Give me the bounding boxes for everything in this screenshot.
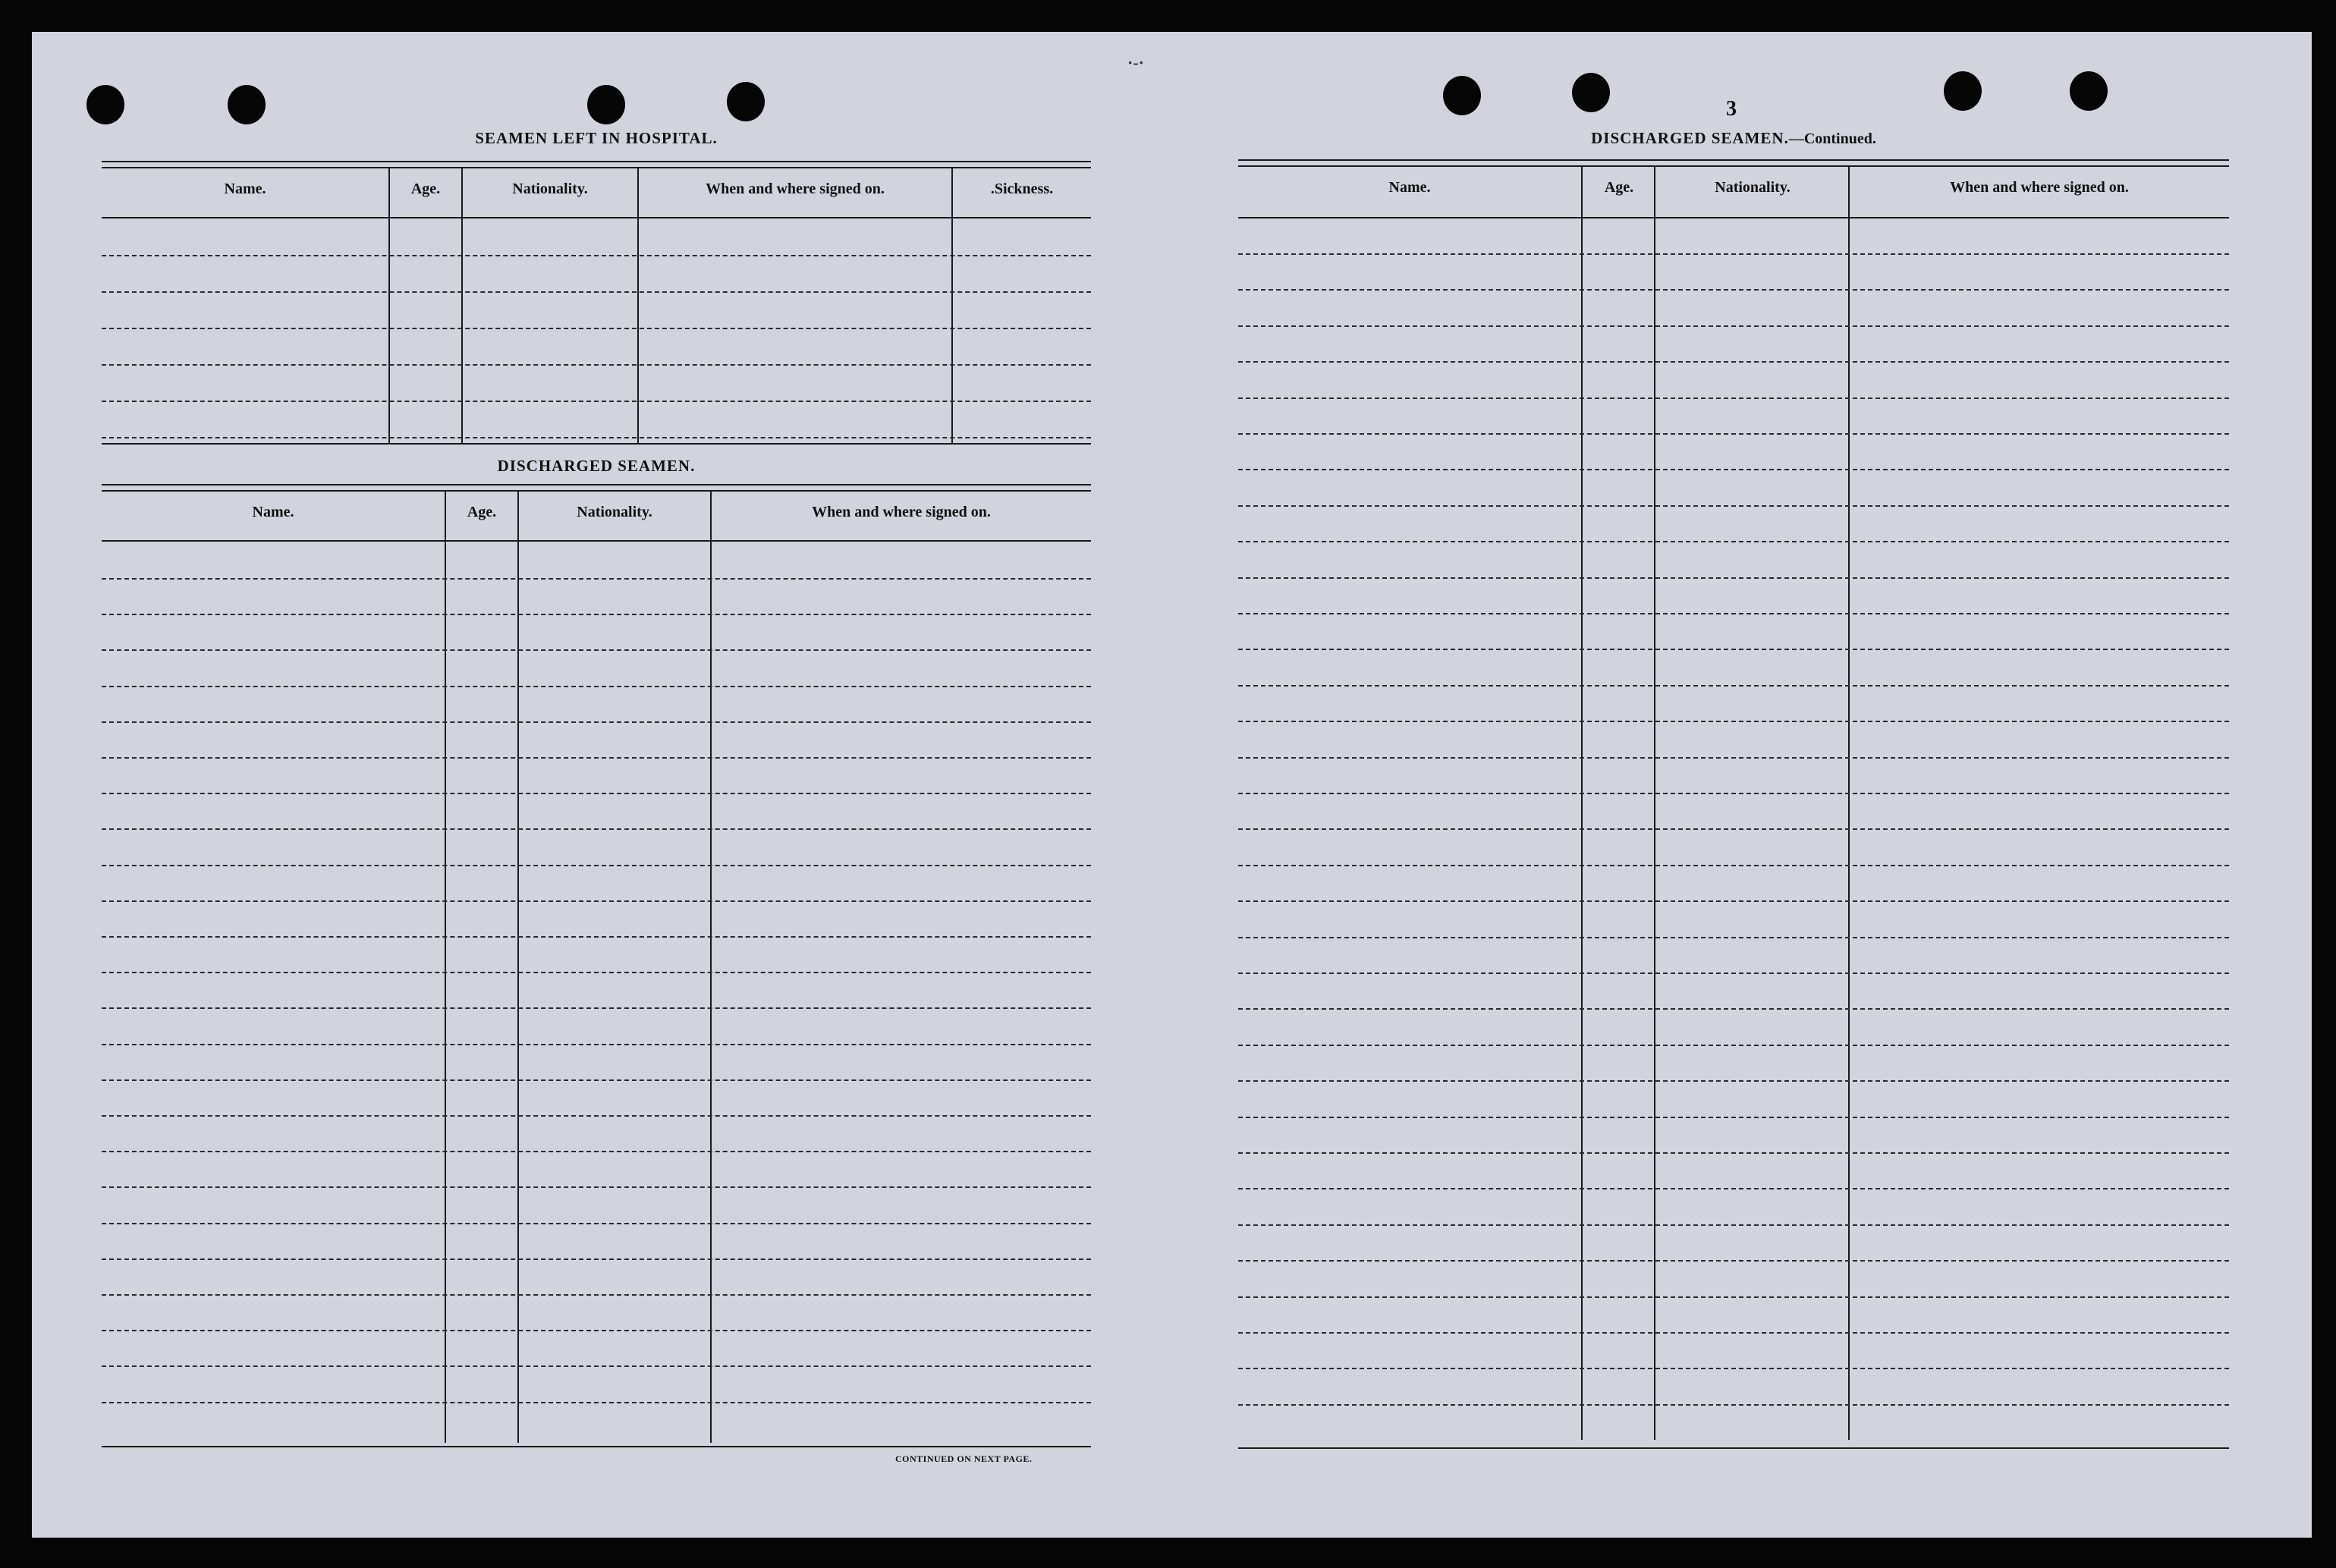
section-rule	[1238, 165, 2229, 167]
bottom-rule	[1238, 1447, 2229, 1449]
entry-line	[1238, 1224, 2229, 1226]
header-rule	[102, 217, 1091, 218]
column-divider	[1581, 167, 1583, 1440]
section-rule	[102, 443, 1091, 445]
entry-line	[1238, 1188, 2229, 1189]
section-rule	[102, 161, 1091, 162]
title-suffix: —Continued.	[1788, 130, 1876, 147]
hospital-col-sickness: .Sickness.	[990, 181, 1054, 197]
entry-line	[1238, 900, 2229, 902]
entry-line	[1238, 649, 2229, 650]
entry-line	[102, 936, 1091, 938]
entry-line	[1238, 469, 2229, 470]
discharged-continued-title	[1238, 129, 2229, 148]
entry-line	[1238, 397, 2229, 399]
entry-line	[1238, 433, 2229, 435]
discharged-col-name: Name.	[252, 504, 294, 520]
entry-line	[102, 291, 1091, 293]
hospital-col-age: Age.	[410, 181, 441, 197]
entry-line	[102, 900, 1091, 902]
entry-line	[102, 1079, 1091, 1081]
entry-line	[102, 1365, 1091, 1367]
entry-line	[1238, 937, 2229, 938]
discharged-col-age: Age.	[467, 504, 497, 520]
entry-line	[1238, 793, 2229, 794]
entry-line	[102, 1115, 1091, 1117]
hospital-col-nationality: Nationality.	[512, 181, 588, 197]
entry-line	[1238, 1332, 2229, 1334]
entry-line	[102, 1151, 1091, 1152]
entry-line	[102, 1258, 1091, 1260]
section-rule	[102, 484, 1091, 485]
entry-line	[102, 649, 1091, 651]
title-text: DISCHARGED SEAMEN.	[1591, 129, 1789, 147]
entry-line	[102, 1330, 1091, 1331]
punch-hole	[86, 85, 124, 124]
entry-line	[102, 1223, 1091, 1224]
continued-note: CONTINUED ON NEXT PAGE.	[895, 1453, 1033, 1464]
entry-line	[102, 972, 1091, 973]
punch-hole	[587, 85, 625, 124]
right-col-nationality: Nationality.	[1715, 179, 1791, 196]
entry-line	[1238, 757, 2229, 759]
entry-line	[1238, 253, 2229, 255]
entry-line	[102, 828, 1091, 830]
punch-hole	[1443, 76, 1481, 115]
entry-line	[102, 614, 1091, 615]
entry-line	[1238, 685, 2229, 687]
column-divider	[445, 492, 446, 1443]
entry-line	[1238, 1404, 2229, 1406]
right-col-name: Name.	[1388, 179, 1431, 196]
header-rule	[102, 540, 1091, 542]
entry-line	[1238, 973, 2229, 974]
column-divider	[1654, 167, 1655, 1440]
hospital-col-name: Name.	[224, 181, 266, 197]
entry-line	[1238, 828, 2229, 830]
entry-line	[1238, 361, 2229, 363]
entry-line	[102, 686, 1091, 687]
entry-line	[1238, 1008, 2229, 1010]
section-rule	[102, 167, 1091, 168]
section-rule	[102, 490, 1091, 492]
entry-line	[1238, 613, 2229, 614]
entry-line	[1238, 1117, 2229, 1118]
entry-line	[1238, 1296, 2229, 1298]
entry-line	[102, 1402, 1091, 1403]
punch-hole	[1572, 73, 1610, 112]
hospital-section-title: SEAMEN LEFT IN HOSPITAL.	[475, 129, 718, 147]
discharged-col-nationality: Nationality.	[577, 504, 652, 520]
entry-line	[102, 437, 1091, 438]
entry-line	[102, 793, 1091, 794]
entry-line	[1238, 505, 2229, 507]
fold-mark: ·-·	[1127, 53, 1144, 72]
entry-line	[1238, 325, 2229, 327]
entry-line	[1238, 541, 2229, 542]
entry-line	[102, 865, 1091, 866]
discharged-section-title: DISCHARGED SEAMEN.	[497, 457, 696, 475]
page-number: 3	[1726, 97, 1737, 121]
entry-line	[102, 255, 1091, 256]
entry-line	[102, 578, 1091, 580]
entry-line	[102, 1294, 1091, 1296]
entry-line	[1238, 1368, 2229, 1369]
hospital-col-signed-on: When and where signed on.	[706, 181, 885, 197]
column-divider	[710, 492, 712, 1443]
entry-line	[1238, 1080, 2229, 1082]
entry-line	[1238, 721, 2229, 722]
entry-line	[1238, 1260, 2229, 1262]
punch-hole	[1944, 71, 1982, 111]
entry-line	[1238, 865, 2229, 866]
entry-line	[102, 721, 1091, 723]
entry-line	[102, 1186, 1091, 1188]
punch-hole	[228, 85, 266, 124]
header-rule	[1238, 217, 2229, 218]
entry-line	[102, 328, 1091, 329]
entry-line	[102, 401, 1091, 402]
entry-line	[102, 364, 1091, 366]
entry-line	[102, 1044, 1091, 1045]
ledger-sheet	[32, 32, 2312, 1538]
bottom-rule	[102, 1446, 1091, 1447]
punch-hole	[2070, 71, 2108, 111]
entry-line	[102, 1007, 1091, 1009]
punch-hole	[727, 82, 765, 121]
section-rule	[1238, 159, 2229, 161]
discharged-col-signed-on: When and where signed on.	[812, 504, 991, 520]
entry-line	[1238, 1045, 2229, 1046]
entry-line	[1238, 577, 2229, 579]
entry-line	[1238, 1152, 2229, 1154]
column-divider	[517, 492, 519, 1443]
entry-line	[102, 757, 1091, 759]
right-col-age: Age.	[1604, 179, 1634, 196]
right-col-signed-on: When and where signed on.	[1950, 179, 2129, 196]
column-divider	[1848, 167, 1850, 1440]
entry-line	[1238, 289, 2229, 291]
